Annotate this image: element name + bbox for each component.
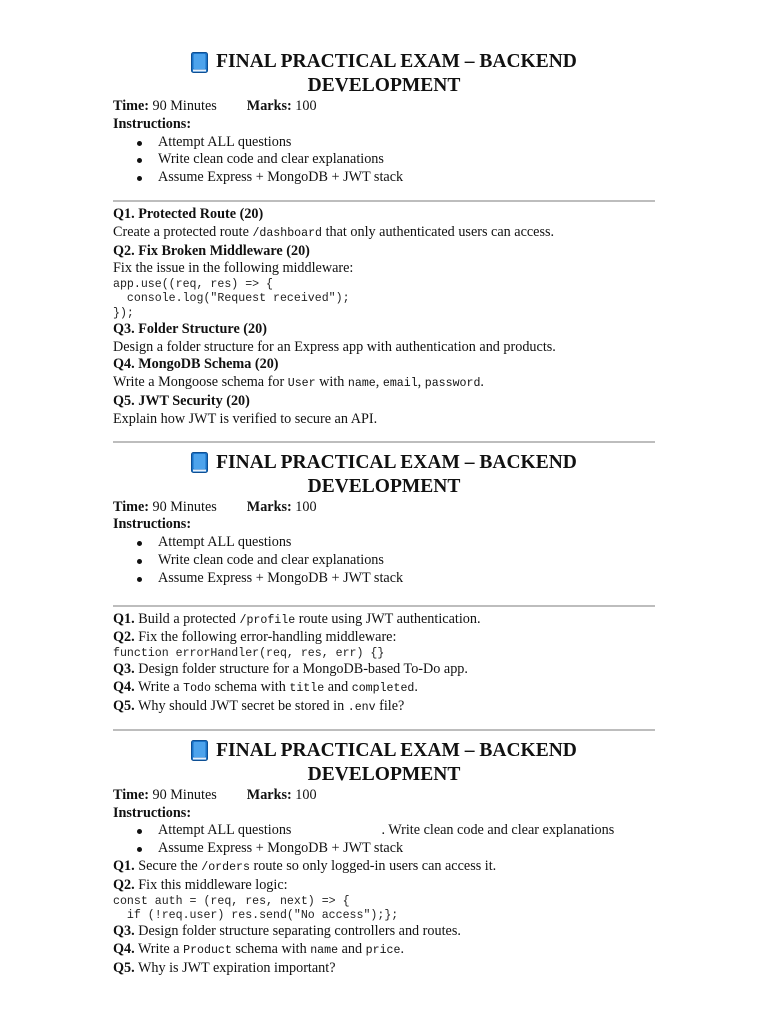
inline-code: completed [351, 682, 415, 696]
question-heading: Q3. Folder Structure (20) [113, 320, 267, 337]
text-span: file? [375, 697, 405, 714]
blue-book-icon [191, 452, 208, 473]
exam-document [113, 0, 655, 977]
text-span: . Write clean code and clear explanations [381, 822, 615, 839]
question-text [113, 960, 655, 978]
text-span: route using JWT authentication. [295, 610, 481, 627]
time-marks-line [113, 98, 655, 116]
question-label: Q4. [113, 679, 135, 696]
inline-code: /orders [201, 860, 250, 874]
question-heading: Q4. MongoDB Schema (20) [113, 356, 279, 373]
question-heading: Q1. Protected Route (20) [113, 205, 264, 222]
instruction-item: Write clean code and clear explanations [158, 552, 655, 570]
inline-code: /dashboard [252, 226, 323, 240]
instructions-heading: Instructions: [113, 516, 192, 533]
question-text [113, 698, 655, 717]
inline-code: email [382, 377, 418, 391]
inline-code: Product [183, 943, 232, 957]
exam-title-line-1: FINAL PRACTICAL EXAM – BACKEND [216, 451, 577, 473]
time-label: Time: [113, 498, 149, 515]
text-span: and [338, 940, 366, 957]
question-text [113, 679, 655, 698]
instruction-item: Write clean code and clear explanations [158, 151, 655, 169]
question-label: Q2. [113, 629, 135, 646]
inline-code: Todo [183, 682, 211, 696]
inline-code: name [310, 943, 339, 957]
code-block: const auth = (req, res, next) => { if (!req.user) res.send("No access");}; [113, 894, 399, 922]
question-text [113, 611, 655, 630]
marks-label: Marks: [246, 498, 292, 515]
time-value: 90 Minutes [152, 498, 217, 515]
text-span: and [324, 679, 352, 696]
text-span: Write a Mongoose schema for [113, 374, 288, 391]
instruction-item: Assume Express + MongoDB + JWT stack [158, 570, 655, 588]
instruction-item: Attempt ALL questions [158, 534, 655, 552]
text-span: . [480, 374, 484, 391]
text-span: , [375, 374, 383, 391]
inline-code: name [347, 377, 376, 391]
question-text [113, 877, 655, 895]
time-marks-line [113, 499, 655, 517]
time-label: Time: [113, 786, 149, 803]
instructions-list [113, 534, 655, 587]
text-span: with [315, 374, 348, 391]
instruction-item [158, 822, 655, 840]
inline-code: price [365, 943, 401, 957]
instruction-item: Assume Express + MongoDB + JWT stack [158, 840, 655, 858]
text-span: route so only logged-in users can access it. [249, 857, 497, 874]
inline-code: title [289, 682, 325, 696]
question-label: Q3. [113, 661, 135, 678]
question-heading: Q2. Fix Broken Middleware (20) [113, 242, 310, 259]
exam-title-line-1: FINAL PRACTICAL EXAM – BACKEND [216, 739, 577, 761]
instructions-list [113, 134, 655, 187]
question-text [113, 941, 655, 960]
text-span: Create a protected route [113, 223, 253, 240]
marks-value: 100 [295, 786, 317, 803]
time-value: 90 Minutes [152, 98, 217, 114]
inline-code: password [424, 377, 481, 391]
code-block: function errorHandler(req, res, err) {} [113, 647, 385, 661]
inline-code: User [287, 377, 316, 391]
question-label: Q4. [113, 940, 135, 957]
text-span: . [400, 940, 404, 957]
instruction-item: Assume Express + MongoDB + JWT stack [158, 169, 655, 187]
exam-title [113, 50, 655, 74]
question-label: Q1. [113, 610, 135, 627]
code-block: app.use((req, res) => { console.log("Request received"); }); [113, 278, 350, 320]
question-text [113, 629, 655, 647]
instructions-list [113, 822, 655, 858]
question-text: Explain how JWT is verified to secure an API. [113, 410, 378, 427]
text-span: Why should JWT secret be stored in [134, 697, 348, 714]
time-label: Time: [113, 98, 149, 114]
text-span: Design folder structure for a MongoDB-based To-Do app. [134, 661, 468, 678]
marks-value: 100 [295, 98, 317, 114]
text-span: Build a protected [134, 610, 240, 627]
text-span: schema with [210, 679, 290, 696]
exam-title-line-2: DEVELOPMENT [307, 763, 461, 785]
question-label: Q5. [113, 697, 135, 714]
text-span: schema with [231, 940, 311, 957]
question-label: Q5. [113, 959, 135, 976]
question-label: Q3. [113, 922, 135, 939]
text-span: Secure the [134, 857, 202, 874]
instruction-item: Attempt ALL questions [158, 134, 655, 152]
inline-code: .env [347, 700, 376, 714]
inline-code: /profile [239, 613, 296, 627]
text-span: Design folder structure separating controllers and routes. [134, 922, 461, 939]
exam-title-line-2: DEVELOPMENT [307, 75, 461, 96]
instructions-heading: Instructions: [113, 115, 192, 132]
text-span: Why is JWT expiration important? [134, 959, 336, 976]
question-text [113, 923, 655, 941]
question-label: Q2. [113, 876, 135, 893]
exam-section-3 [113, 731, 655, 978]
marks-value: 100 [295, 498, 317, 515]
blue-book-icon [191, 52, 208, 73]
text-span: Write a [134, 679, 184, 696]
exam-title [113, 451, 655, 475]
question-text [113, 661, 655, 679]
question-text: Design a folder structure for an Express app with authentication and products. [113, 338, 556, 355]
question-heading: Q5. JWT Security (20) [113, 392, 250, 409]
text-span: , [417, 374, 425, 391]
text-span: that only authenticated users can access. [322, 223, 555, 240]
exam-section-1 [113, 0, 655, 443]
text-span: Fix this middleware logic: [134, 876, 288, 893]
instructions-heading: Instructions: [113, 804, 192, 821]
text-span: Attempt ALL questions [158, 822, 292, 839]
question-text: Fix the issue in the following middleware: [113, 260, 354, 277]
question-text [113, 224, 655, 243]
marks-label: Marks: [246, 98, 292, 114]
question-text [113, 374, 655, 393]
exam-section-2 [113, 443, 655, 731]
question-label: Q1. [113, 857, 135, 874]
exam-title [113, 739, 655, 763]
blue-book-icon [191, 740, 208, 761]
text-span: . [414, 679, 418, 696]
time-marks-line [113, 787, 655, 805]
time-value: 90 Minutes [152, 786, 217, 803]
exam-title-line-2: DEVELOPMENT [307, 475, 461, 497]
text-span: Fix the following error-handling middleware: [134, 629, 397, 646]
text-span: Write a [134, 940, 184, 957]
question-text [113, 858, 655, 877]
exam-title-line-1: FINAL PRACTICAL EXAM – BACKEND [216, 51, 577, 72]
marks-label: Marks: [246, 786, 292, 803]
